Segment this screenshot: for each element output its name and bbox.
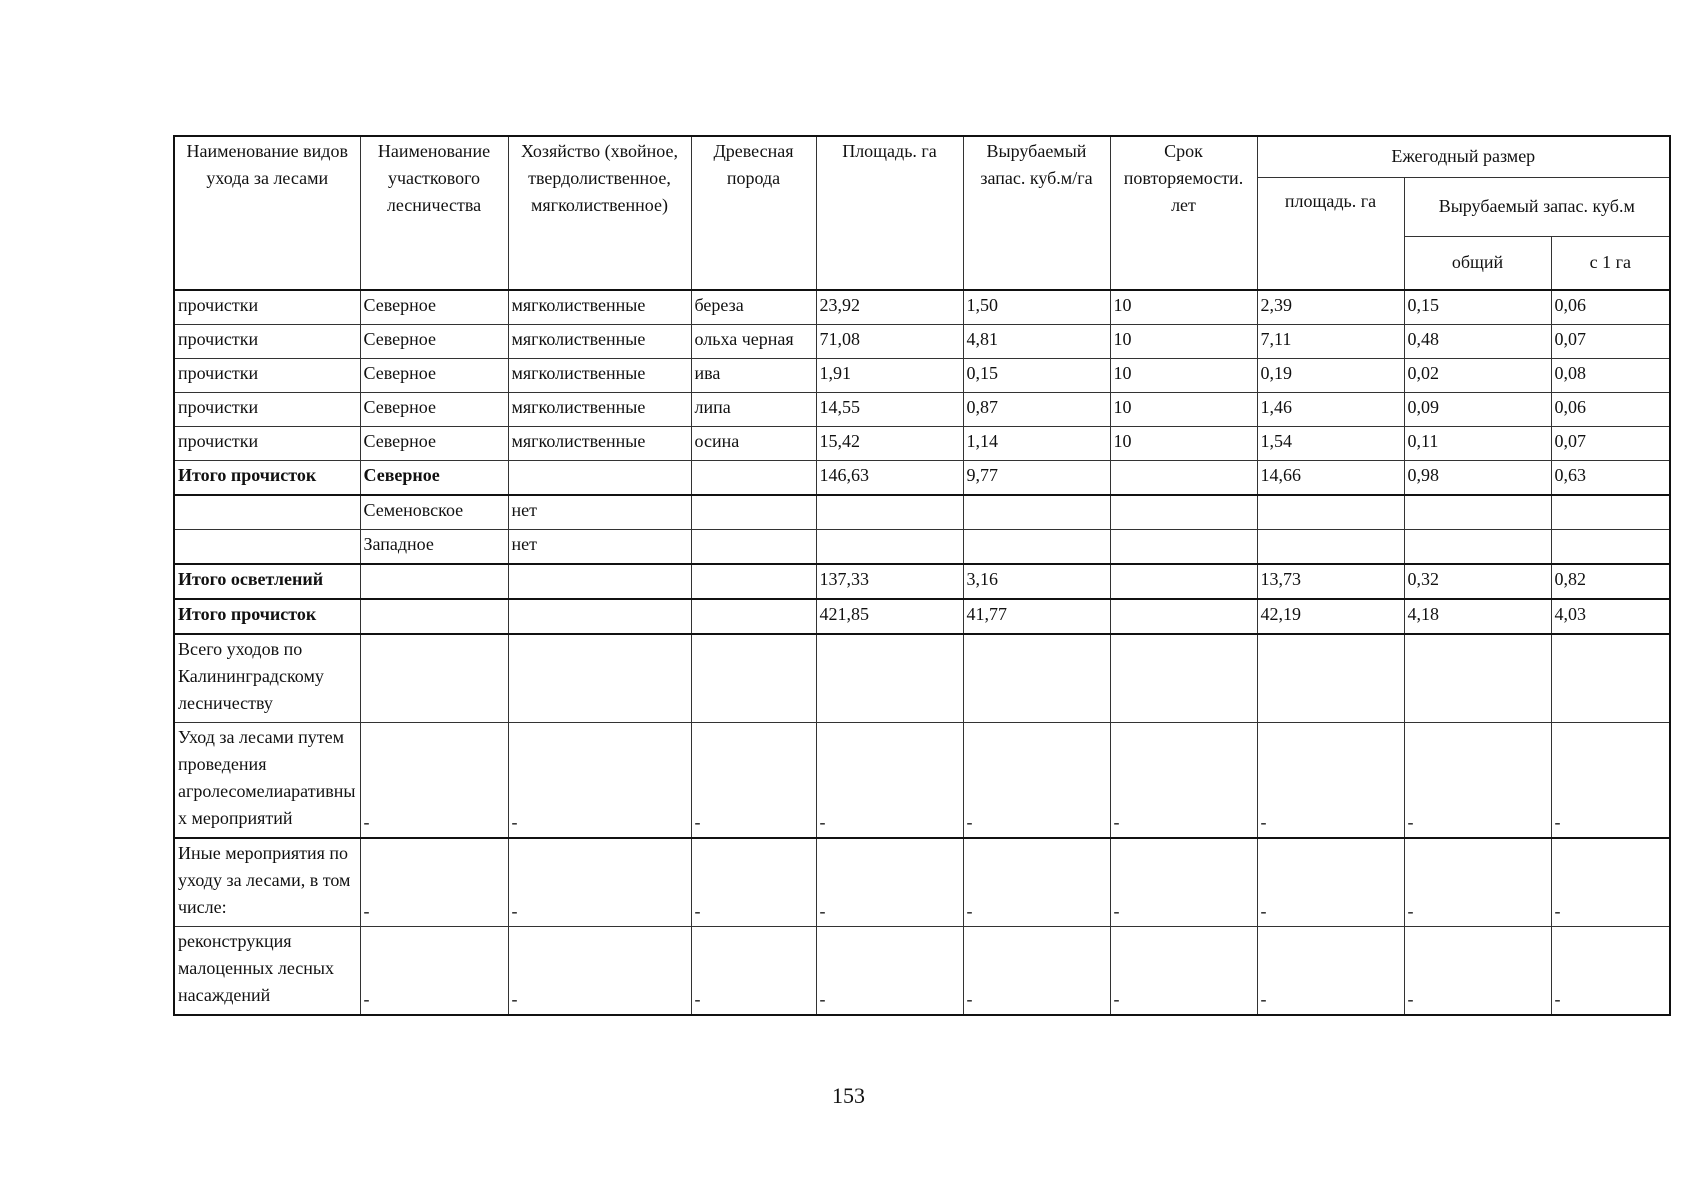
table-row xyxy=(174,927,1670,1016)
cell-volume-per-ha xyxy=(963,495,1110,530)
header-repeat-period: Срок повторяемости. лет xyxy=(1110,136,1257,290)
cell-species: - xyxy=(691,838,816,927)
cell-annual-volume-total xyxy=(1404,530,1551,565)
table-row xyxy=(174,495,1670,530)
cell-period: 10 xyxy=(1110,427,1257,461)
cell-economy: мягколиственные xyxy=(508,427,691,461)
header-row-1 xyxy=(174,136,1670,177)
table-row xyxy=(174,359,1670,393)
cell-annual-volume-per-ha: 0,06 xyxy=(1551,290,1670,325)
cell-economy: нет xyxy=(508,530,691,565)
cell-species: береза xyxy=(691,290,816,325)
cell-economy xyxy=(508,461,691,496)
cell-district: Северное xyxy=(360,359,508,393)
cell-area: 421,85 xyxy=(816,599,963,634)
cell-period xyxy=(1110,564,1257,599)
cell-area: - xyxy=(816,723,963,839)
cell-area: 14,55 xyxy=(816,393,963,427)
cell-species: осина xyxy=(691,427,816,461)
cell-annual-volume-total: 0,02 xyxy=(1404,359,1551,393)
cell-annual-volume-per-ha: 0,07 xyxy=(1551,325,1670,359)
cell-annual-volume-total: - xyxy=(1404,927,1551,1016)
table-row xyxy=(174,427,1670,461)
cell-species: липа xyxy=(691,393,816,427)
cell-economy: - xyxy=(508,723,691,839)
cell-district: - xyxy=(360,723,508,839)
cell-care-type: Иные мероприятия по уходу за лесами, в том числе: xyxy=(174,838,360,927)
header-annual-size: Ежегодный размер xyxy=(1257,136,1670,177)
subtotal-row xyxy=(174,599,1670,634)
cell-period xyxy=(1110,461,1257,496)
cell-volume-per-ha: 41,77 xyxy=(963,599,1110,634)
cell-volume-per-ha: - xyxy=(963,723,1110,839)
cell-district: Северное xyxy=(360,427,508,461)
cell-annual-volume-total: 0,09 xyxy=(1404,393,1551,427)
cell-area: 15,42 xyxy=(816,427,963,461)
cell-annual-volume-total: 0,15 xyxy=(1404,290,1551,325)
cell-species xyxy=(691,461,816,496)
cell-period xyxy=(1110,495,1257,530)
cell-period: 10 xyxy=(1110,393,1257,427)
cell-area: - xyxy=(816,838,963,927)
cell-volume-per-ha xyxy=(963,634,1110,723)
cell-district xyxy=(360,599,508,634)
table-row xyxy=(174,634,1670,723)
subtotal-row xyxy=(174,564,1670,599)
cell-volume-per-ha xyxy=(963,530,1110,565)
cell-economy: - xyxy=(508,838,691,927)
cell-volume-per-ha: 0,15 xyxy=(963,359,1110,393)
cell-species: - xyxy=(691,927,816,1016)
cell-annual-area: 13,73 xyxy=(1257,564,1404,599)
cell-care-type: прочистки xyxy=(174,325,360,359)
header-annual-volume: Вырубаемый запас. куб.м xyxy=(1404,177,1670,236)
cell-annual-volume-per-ha: - xyxy=(1551,838,1670,927)
cell-species: ива xyxy=(691,359,816,393)
cell-species xyxy=(691,530,816,565)
cell-care-type: Итого осветлений xyxy=(174,564,360,599)
cell-economy: нет xyxy=(508,495,691,530)
cell-care-type: Итого прочисток xyxy=(174,599,360,634)
cell-annual-volume-per-ha: 0,07 xyxy=(1551,427,1670,461)
cell-species xyxy=(691,634,816,723)
cell-volume-per-ha: 1,50 xyxy=(963,290,1110,325)
cell-annual-volume-per-ha: 0,82 xyxy=(1551,564,1670,599)
cell-period xyxy=(1110,634,1257,723)
cell-species xyxy=(691,495,816,530)
cell-period xyxy=(1110,599,1257,634)
cell-care-type: Всего уходов по Калининградскому лесничеству xyxy=(174,634,360,723)
cell-volume-per-ha: 1,14 xyxy=(963,427,1110,461)
cell-economy: - xyxy=(508,927,691,1016)
cell-annual-volume-total xyxy=(1404,634,1551,723)
table-row xyxy=(174,290,1670,325)
cell-area: - xyxy=(816,927,963,1016)
table-row xyxy=(174,393,1670,427)
cell-economy xyxy=(508,634,691,723)
cell-district: Северное xyxy=(360,325,508,359)
cell-district: - xyxy=(360,927,508,1016)
table-row xyxy=(174,325,1670,359)
header-annual-area: площадь. га xyxy=(1257,177,1404,290)
cell-care-type: прочистки xyxy=(174,359,360,393)
forest-care-table xyxy=(173,135,1671,1016)
cell-area xyxy=(816,530,963,565)
cell-annual-volume-total xyxy=(1404,495,1551,530)
subtotal-row xyxy=(174,461,1670,496)
cell-economy xyxy=(508,599,691,634)
cell-period xyxy=(1110,530,1257,565)
cell-annual-area: 42,19 xyxy=(1257,599,1404,634)
cell-area: 23,92 xyxy=(816,290,963,325)
cell-district: Северное xyxy=(360,393,508,427)
cell-annual-volume-total: - xyxy=(1404,838,1551,927)
cell-species xyxy=(691,599,816,634)
cell-annual-volume-per-ha xyxy=(1551,495,1670,530)
cell-period: - xyxy=(1110,723,1257,839)
cell-annual-volume-per-ha: - xyxy=(1551,723,1670,839)
cell-care-type xyxy=(174,495,360,530)
cell-period: 10 xyxy=(1110,359,1257,393)
cell-area: 71,08 xyxy=(816,325,963,359)
cell-annual-volume-per-ha: 4,03 xyxy=(1551,599,1670,634)
cell-care-type: прочистки xyxy=(174,427,360,461)
cell-volume-per-ha: 0,87 xyxy=(963,393,1110,427)
table-row xyxy=(174,530,1670,565)
header-economy-type: Хозяйство (хвойное, твердолиственное, мягколиственное) xyxy=(508,136,691,290)
cell-area xyxy=(816,634,963,723)
header-care-type: Наименование видов ухода за лесами xyxy=(174,136,360,290)
cell-volume-per-ha: - xyxy=(963,838,1110,927)
cell-care-type: Уход за лесами путем проведения агролесомелиаративных мероприятий xyxy=(174,723,360,839)
cell-period: 10 xyxy=(1110,290,1257,325)
cell-annual-volume-total: 4,18 xyxy=(1404,599,1551,634)
header-harvest-volume-per-ha: Вырубаемый запас. куб.м/га xyxy=(963,136,1110,290)
cell-annual-volume-total: 0,98 xyxy=(1404,461,1551,496)
cell-annual-area xyxy=(1257,495,1404,530)
cell-area: 146,63 xyxy=(816,461,963,496)
cell-annual-area: 0,19 xyxy=(1257,359,1404,393)
table-row xyxy=(174,838,1670,927)
cell-period: - xyxy=(1110,927,1257,1016)
cell-district xyxy=(360,564,508,599)
cell-care-type: прочистки xyxy=(174,290,360,325)
header-volume-total: общий xyxy=(1404,236,1551,290)
cell-annual-area: 2,39 xyxy=(1257,290,1404,325)
table-row xyxy=(174,723,1670,839)
cell-species xyxy=(691,564,816,599)
cell-area xyxy=(816,495,963,530)
cell-annual-area: - xyxy=(1257,723,1404,839)
cell-area: 137,33 xyxy=(816,564,963,599)
cell-economy: мягколиственные xyxy=(508,359,691,393)
header-tree-species: Древесная порода xyxy=(691,136,816,290)
cell-volume-per-ha: - xyxy=(963,927,1110,1016)
page-number: 153 xyxy=(832,1083,865,1108)
cell-area: 1,91 xyxy=(816,359,963,393)
cell-volume-per-ha: 3,16 xyxy=(963,564,1110,599)
cell-annual-area xyxy=(1257,530,1404,565)
cell-period: - xyxy=(1110,838,1257,927)
cell-volume-per-ha: 4,81 xyxy=(963,325,1110,359)
header-area: Площадь. га xyxy=(816,136,963,290)
cell-annual-volume-per-ha: 0,08 xyxy=(1551,359,1670,393)
cell-economy xyxy=(508,564,691,599)
cell-annual-area: 1,54 xyxy=(1257,427,1404,461)
cell-district: Западное xyxy=(360,530,508,565)
cell-annual-area xyxy=(1257,634,1404,723)
cell-annual-area: 7,11 xyxy=(1257,325,1404,359)
cell-annual-area: - xyxy=(1257,927,1404,1016)
cell-economy: мягколиственные xyxy=(508,393,691,427)
cell-annual-volume-per-ha: 0,06 xyxy=(1551,393,1670,427)
cell-period: 10 xyxy=(1110,325,1257,359)
cell-annual-area: 14,66 xyxy=(1257,461,1404,496)
cell-volume-per-ha: 9,77 xyxy=(963,461,1110,496)
cell-district: Северное xyxy=(360,290,508,325)
cell-annual-volume-total: 0,11 xyxy=(1404,427,1551,461)
cell-economy: мягколиственные xyxy=(508,290,691,325)
cell-care-type: прочистки xyxy=(174,393,360,427)
cell-annual-volume-per-ha: - xyxy=(1551,927,1670,1016)
header-volume-per-ha: с 1 га xyxy=(1551,236,1670,290)
cell-annual-volume-total: 0,32 xyxy=(1404,564,1551,599)
cell-annual-volume-total: 0,48 xyxy=(1404,325,1551,359)
cell-annual-volume-per-ha xyxy=(1551,530,1670,565)
header-forestry-district: Наименование участкового лесничества xyxy=(360,136,508,290)
cell-economy: мягколиственные xyxy=(508,325,691,359)
cell-annual-volume-total: - xyxy=(1404,723,1551,839)
cell-care-type: реконструкция малоценных лесных насаждений xyxy=(174,927,360,1016)
cell-district: - xyxy=(360,838,508,927)
cell-annual-volume-per-ha: 0,63 xyxy=(1551,461,1670,496)
cell-species: - xyxy=(691,723,816,839)
cell-annual-area: - xyxy=(1257,838,1404,927)
cell-district: Северное xyxy=(360,461,508,496)
cell-annual-area: 1,46 xyxy=(1257,393,1404,427)
cell-district xyxy=(360,634,508,723)
cell-care-type xyxy=(174,530,360,565)
cell-care-type: Итого прочисток xyxy=(174,461,360,496)
cell-species: ольха черная xyxy=(691,325,816,359)
cell-annual-volume-per-ha xyxy=(1551,634,1670,723)
cell-district: Семеновское xyxy=(360,495,508,530)
